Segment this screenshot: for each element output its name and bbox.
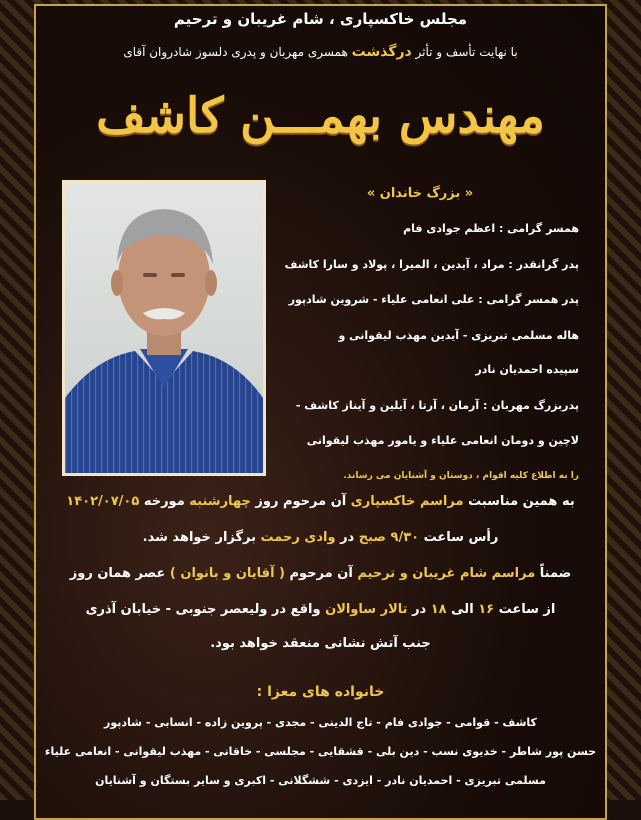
ceremony-text: عصر همان روز: [69, 566, 166, 581]
ceremony-heading: مجلس خاکسپاری ، شام غریبان و ترحیم: [173, 10, 468, 28]
memorial-ceremony: مراسم شام غریبان و ترحیم: [357, 566, 536, 581]
burial-location: وادی رحمت: [260, 530, 336, 545]
ceremony-text: برگزار خواهد شد.: [142, 530, 257, 545]
family-line-in-laws-end: سپیده احمدیان نادر: [475, 363, 579, 376]
ceremony-text: آن مرحوم: [289, 566, 353, 581]
intro-end: همسری مهربان و پدری دلسوز شادروان آقای: [123, 45, 348, 59]
ceremony-weekday: چهارشنبه: [189, 494, 251, 509]
ceremony-text: ضمناً: [539, 566, 572, 581]
family-line-grandchildren: پدربزرگ مهربان : آرمان ، آرتا ، آیلین و آیناز کاشف -: [295, 399, 579, 412]
ceremony-text: آن مرحوم روز: [255, 494, 347, 509]
family-line-in-laws: پدر همسر گرامی : علی انعامی علیاء - شروین شادپور: [288, 293, 579, 306]
ceremony-line-3: [50, 566, 591, 581]
deceased-name: مهندس بهمـــن کاشف: [96, 88, 545, 144]
families-line-3: مسلمی تبریزی - احمدیان نادر - ایزدی - ششگلانی - اکبری و سایر بستگان و آشنایان: [95, 774, 546, 787]
ceremony-text: در: [340, 530, 355, 545]
families-title: خانواده های معزا :: [256, 684, 385, 700]
intro-start: با نهایت تأسف و تأثر: [415, 45, 518, 59]
burial-time: ۹/۳۰ صبح: [358, 530, 420, 545]
ceremony-text: مورخه: [143, 494, 185, 509]
memorial-venue: تالار ساوالان: [325, 602, 408, 617]
venue-address: واقع در ولیعصر جنوبی - خیابان آذری: [85, 602, 321, 617]
ceremony-text: رأس ساعت: [423, 530, 499, 545]
ceremony-date: ۱۴۰۲/۰۷/۰۵: [66, 494, 140, 509]
ceremony-line-4: [50, 602, 591, 617]
ceremony-text: در: [412, 602, 427, 617]
ceremony-text: به همین مناسبت: [468, 494, 575, 509]
portrait-photo: [62, 180, 266, 476]
families-line-1: کاشف - قوامی - جوادی فام - تاج الدینی - مجدی - پروین زاده - انسابی - شادپور: [104, 716, 537, 729]
ceremony-text: الی: [451, 602, 474, 617]
family-line-in-laws-cont: هاله مسلمی تبریزی - آیدین مهذب لیقوانی و: [338, 329, 579, 342]
families-line-2: حسن پور شاطر - خدیوی نسب - دین بلی - قشقایی - مجلسی - خاقانی - مهذب لیقوانی - انعامی علیاء: [44, 745, 597, 758]
announcement-notice: را به اطلاع کلیه اقوام ، دوستان و آشنایان می رساند.: [343, 471, 579, 481]
ceremony-line-5: جنب آتش نشانی منعقد خواهد بود.: [210, 636, 431, 651]
family-line-spouse: همسر گرامی : اعظم جوادی فام: [403, 222, 579, 235]
family-line-grandchildren-cont: لاچین و دومان انعامی علیاء و یامور مهذب لیقوانی: [306, 434, 579, 447]
memorial-audience: ( آقایان و بانوان ): [169, 566, 285, 581]
memorial-start-time: ۱۶: [478, 602, 495, 617]
burial-ceremony: مراسم خاکسپاری: [350, 494, 464, 509]
family-line-children: پدر گرانقدر : مراد ، آیدین ، المیرا ، پولاد و سارا کاشف: [284, 258, 579, 271]
ceremony-line-1: [50, 494, 591, 509]
memorial-end-time: ۱۸: [430, 602, 447, 617]
intro-line: [0, 44, 641, 60]
ceremony-text: از ساعت: [498, 602, 556, 617]
ceremony-line-2: [50, 530, 591, 545]
portrait-image: [65, 183, 263, 473]
epithet: « بزرگ خاندان »: [366, 186, 474, 201]
intro-emphasis: درگذشت: [351, 44, 412, 60]
